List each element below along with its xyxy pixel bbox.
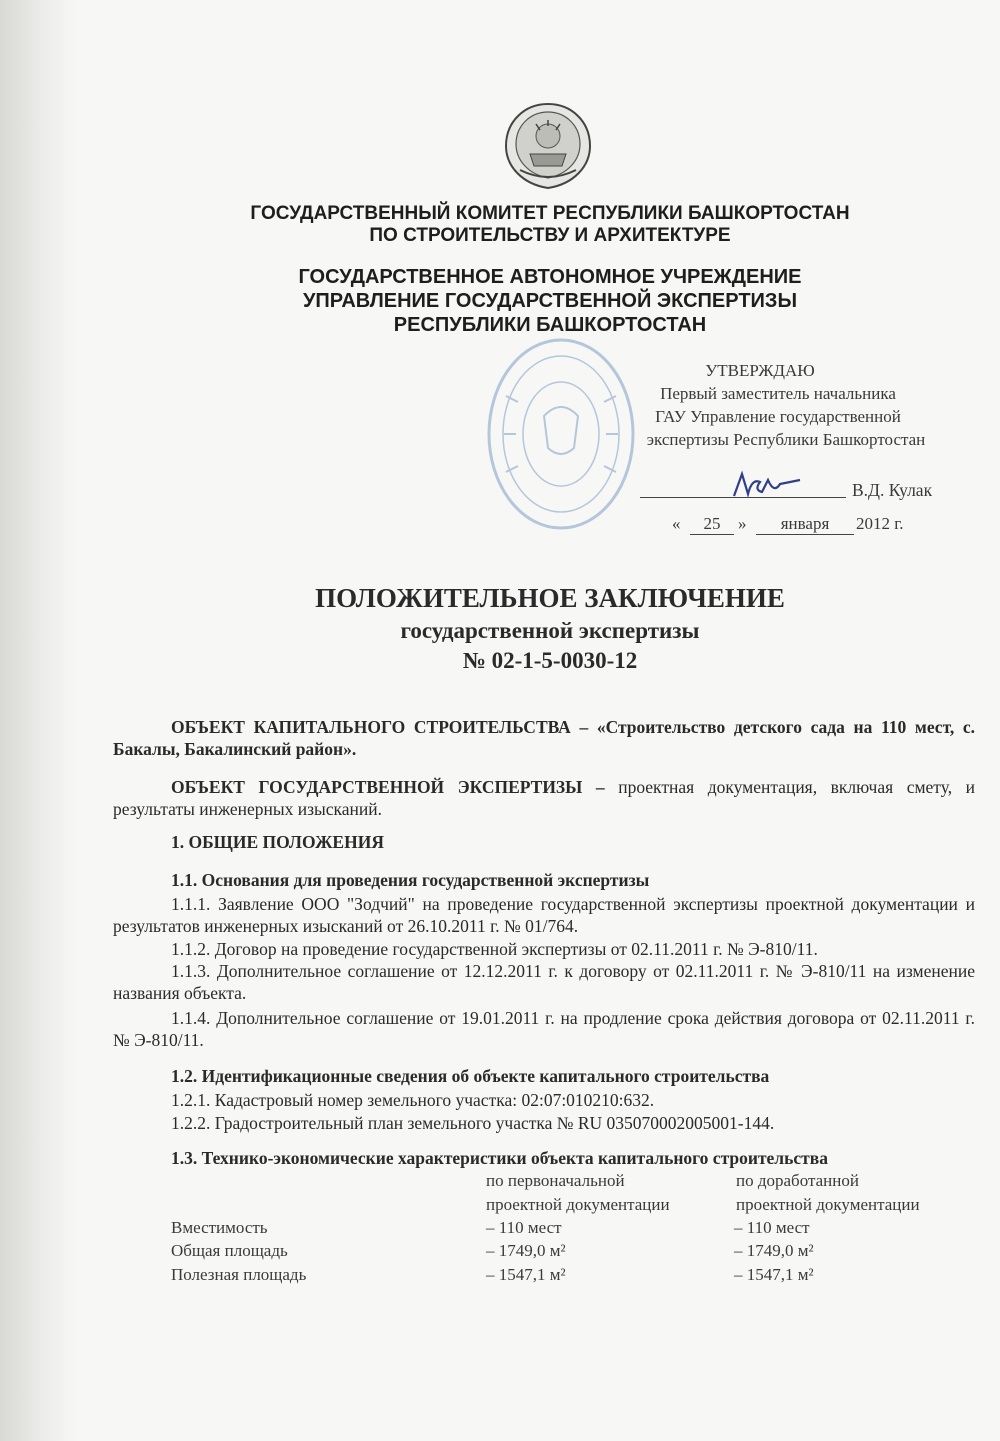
paragraph-1-1-4: 1.1.4. Дополнительное соглашение от 19.01.2011 г. на продление срока действия договора от 02.11.2011 г. № Э-810/11. — [113, 1008, 975, 1050]
expertise-object-value: проектная документация, включая смету, и результаты инженерных изысканий. — [113, 777, 976, 819]
construction-object-label: ОБЪЕКТ КАПИТАЛЬНОГО СТРОИТЕЛЬСТВА – — [171, 717, 589, 737]
date-close-quote: » — [738, 514, 747, 533]
paragraph-1-1-2: 1.1.2. Договор на проведение государственной экспертизы от 02.11.2011 г. № Э-810/11. — [171, 939, 818, 959]
table-row-value-revised: – 110 мест — [734, 1218, 810, 1237]
section-1-2-title: 1.2. Идентификационные сведения об объекте капитального строительства — [171, 1066, 770, 1086]
approval-position-line-1: Первый заместитель начальника — [660, 384, 896, 403]
construction-object-paragraph — [113, 716, 975, 760]
header-line-1: ГОСУДАРСТВЕННЫЙ КОМИТЕТ РЕСПУБЛИКИ БАШКОРТОСТАН — [250, 203, 850, 224]
document-number: № 02-1-5-0030-12 — [462, 648, 638, 673]
header-line-2: ПО СТРОИТЕЛЬСТВУ И АРХИТЕКТУРЕ — [369, 225, 731, 246]
section-1-1-title: 1.1. Основания для проведения государственной экспертизы — [171, 870, 650, 890]
expertise-object-paragraph — [113, 776, 975, 820]
section-1-title: 1. ОБЩИЕ ПОЛОЖЕНИЯ — [171, 832, 384, 852]
table-col1-header-1: по первоначальной — [486, 1171, 625, 1190]
signature — [730, 468, 810, 502]
expertise-object-label: ОБЪЕКТ ГОСУДАРСТВЕННОЙ ЭКСПЕРТИЗЫ – — [171, 777, 605, 797]
table-col1-header-2: проектной документации — [486, 1195, 670, 1214]
document-subtitle: государственной экспертизы — [400, 618, 700, 643]
header-line-4: УПРАВЛЕНИЕ ГОСУДАРСТВЕННОЙ ЭКСПЕРТИЗЫ — [302, 290, 798, 312]
approval-position-line-2: ГАУ Управление государственной — [655, 407, 901, 426]
approval-word: УТВЕРЖДАЮ — [705, 361, 815, 380]
paragraph-1-2-1: 1.2.1. Кадастровый номер земельного участка: 02:07:010210:632. — [171, 1090, 655, 1110]
table-row-label: Вместимость — [171, 1218, 268, 1237]
date-open-quote: « — [672, 514, 681, 533]
coat-of-arms-emblem — [500, 100, 596, 192]
header-line-3: ГОСУДАРСТВЕННОЕ АВТОНОМНОЕ УЧРЕЖДЕНИЕ — [298, 266, 802, 288]
table-row-value-initial: – 1547,1 м² — [486, 1265, 566, 1284]
approval-position-line-3: экспертизы Республики Башкортостан — [646, 430, 926, 449]
table-row-value-revised: – 1547,1 м² — [734, 1265, 814, 1284]
table-row-value-initial: – 110 мест — [486, 1218, 562, 1237]
header-line-5: РЕСПУБЛИКИ БАШКОРТОСТАН — [393, 314, 707, 336]
paragraph-1-1-1: 1.1.1. Заявление ООО "Зодчий" на проведение государственной экспертизы проектной документации и результатов инженерных изысканий от 26.10.2011 г. № 01/764. — [113, 894, 975, 936]
table-col2-header-2: проектной документации — [736, 1195, 920, 1214]
document-title: ПОЛОЖИТЕЛЬНОЕ ЗАКЛЮЧЕНИЕ — [315, 583, 785, 613]
table-row-value-initial: – 1749,0 м² — [486, 1241, 566, 1260]
approval-year: 2012 г. — [856, 514, 904, 533]
table-col2-header-1: по доработанной — [736, 1171, 859, 1190]
approval-month: января — [756, 514, 854, 535]
paragraph-1-1-3: 1.1.3. Дополнительное соглашение от 12.12.2011 г. к договору от 02.11.2011 г. № Э-810/11 на изменение названия объекта. — [113, 961, 975, 1003]
construction-object-value: «Строительство детского сада на 110 мест, с. Бакалы, Бакалинский район». — [113, 717, 976, 759]
table-row-label: Общая площадь — [171, 1241, 288, 1260]
section-1-3-title: 1.3. Технико-экономические характеристики объекта капитального строительства — [171, 1148, 828, 1168]
approval-day: 25 — [690, 514, 734, 535]
approver-name: В.Д. Кулак — [852, 480, 933, 500]
table-row-value-revised: – 1749,0 м² — [734, 1241, 814, 1260]
paragraph-1-2-2: 1.2.2. Градостроительный план земельного участка № RU 035070002005001-144. — [171, 1113, 775, 1133]
table-row-label: Полезная площадь — [171, 1265, 307, 1284]
